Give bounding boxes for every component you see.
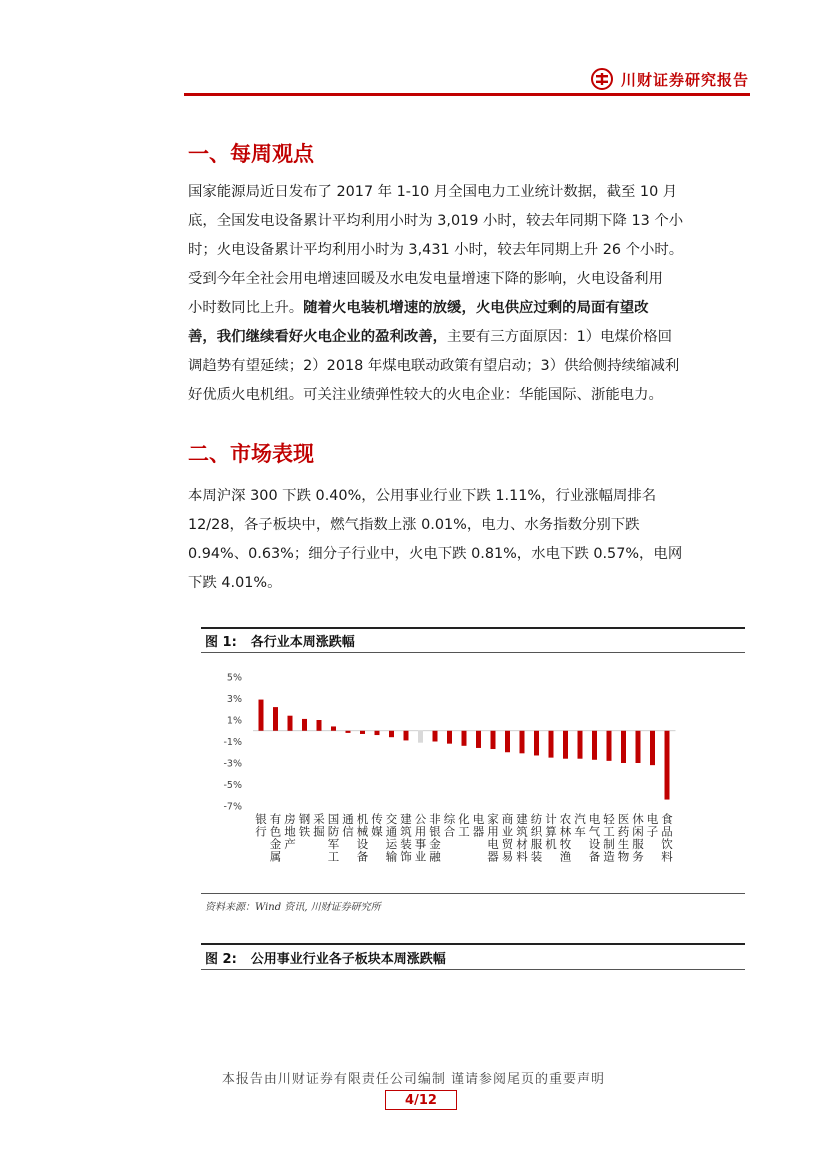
bar-28 [650, 731, 655, 765]
category-label: 计算机 [545, 812, 557, 851]
category-label: 国防军工 [327, 812, 340, 864]
category-label: 家用电器 [487, 812, 499, 864]
figure-2-top-rule [201, 943, 745, 945]
figure-2-label: 图 2: [205, 952, 237, 967]
bar-20 [534, 731, 539, 756]
y-tick-label: -1% [223, 737, 242, 748]
paragraph-line: 调趋势有望延续；2）2018 年煤电联动政策有望启动；3）供给侧持续缩减利 [188, 358, 680, 374]
bar-8 [360, 731, 365, 734]
category-label: 休闲服务 [632, 812, 644, 864]
category-label: 综合 [443, 812, 456, 839]
category-label: 建筑装饰 [400, 812, 412, 864]
category-label: 电子 [646, 812, 659, 839]
bar-16 [476, 731, 481, 748]
category-label: 食品饮料 [661, 812, 673, 864]
bar-7 [346, 731, 351, 733]
bar-23 [578, 731, 583, 759]
category-label: 公用事业 [414, 812, 427, 864]
paragraph-line: 好优质火电机组。可关注业绩弹性较大的火电企业：华能国际、浙能电力。 [188, 387, 663, 403]
category-label: 纺织服装 [530, 812, 543, 864]
brand-name: 川财证券研究报告 [620, 70, 749, 89]
paragraph-line [188, 323, 754, 352]
category-label: 汽车 [574, 812, 586, 839]
category-label: 电器 [472, 812, 485, 839]
category-label: 交通运输 [385, 812, 398, 864]
category-label: 农林牧渔 [559, 812, 572, 864]
category-label: 通信 [342, 812, 354, 839]
section-2-paragraph [188, 482, 754, 598]
header-brand [591, 66, 749, 92]
paragraph-line: 时；火电设备累计平均利用小时为 3,431 小时，较去年同期上升 26 个小时。 [188, 242, 684, 258]
bar-11 [404, 731, 409, 741]
category-label: 采掘 [313, 812, 325, 839]
bar-3 [288, 716, 293, 731]
bar-18 [505, 731, 510, 753]
y-tick-label: 3% [226, 694, 242, 705]
bar-4 [302, 719, 307, 731]
category-label: 银行 [255, 812, 267, 839]
figure-1-top-rule [201, 627, 745, 629]
bar-19 [520, 731, 525, 754]
figure-1-label: 图 1: [205, 635, 237, 650]
y-tick-label: 1% [226, 715, 242, 727]
bar-21 [549, 731, 554, 758]
paragraph-line: 本周沪深 300 下跌 0.40%，公用事业行业下跌 1.11%，行业涨幅周排名 [188, 488, 657, 504]
category-label: 轻工制造 [603, 812, 615, 864]
category-label: 建筑材料 [516, 812, 528, 864]
category-label: 有色金属 [269, 812, 282, 864]
paragraph-line: 底，全国发电设备累计平均利用小时为 3,019 小时，较去年同期下降 13 个小 [188, 213, 684, 229]
figure-1-caption: 各行业本周涨跌幅 [250, 635, 355, 650]
bar-13 [433, 731, 438, 742]
bar-1 [259, 700, 264, 731]
section-title-weekly-view: 一、每周观点 [188, 142, 314, 166]
section-1-paragraph [188, 178, 754, 410]
category-label: 化工 [458, 812, 470, 839]
figure-1-bottom-rule [201, 893, 745, 894]
category-label: 房地产 [284, 812, 296, 851]
bar-2 [273, 707, 278, 731]
bar-25 [607, 731, 612, 761]
bar-10 [389, 731, 394, 737]
figure-1-title [205, 631, 355, 650]
bar-26 [621, 731, 626, 763]
paragraph-line: 0.94%、0.63%；细分子行业中，火电下跌 0.81%，水电下跌 0.57%，电网 [188, 546, 683, 562]
bar-5 [317, 720, 322, 731]
bold-emphasis: 善，我们继续看好火电企业的盈利改善， [188, 329, 448, 345]
paragraph-line: 12/28，各子板块中，燃气指数上涨 0.01%，电力、水务指数分别下跌 [188, 517, 640, 533]
bar-27 [636, 731, 641, 763]
category-label: 商业贸易 [501, 812, 514, 864]
figure-1-title-rule [201, 652, 745, 653]
y-tick-label: 5% [226, 672, 242, 684]
y-tick-label: -3% [223, 758, 242, 770]
category-label: 电气设备 [588, 812, 601, 864]
category-label: 机械设备 [356, 812, 369, 864]
paragraph-line: 国家能源局近日发布了 2017 年 1-10 月全国电力工业统计数据，截至 10 月 [188, 184, 678, 200]
category-label: 医药生物 [617, 812, 630, 864]
figure-1-source: 资料来源：Wind 资讯, 川财证券研究所 [205, 902, 381, 913]
bar-12 [418, 731, 423, 743]
bar-14 [447, 731, 452, 744]
section-title-market-performance: 二、市场表现 [188, 442, 314, 466]
bar-22 [563, 731, 568, 759]
bar-9 [375, 731, 380, 735]
bar-29 [665, 731, 670, 800]
bold-emphasis: 随着火电装机增速的放缓，火电供应过剩的局面有望改 [303, 300, 649, 316]
footer-disclaimer: 本报告由川财证券有限责任公司编制 谨请参阅尾页的重要声明 [221, 1072, 606, 1087]
category-label: 传媒 [371, 812, 383, 839]
bank-logo-icon [591, 68, 613, 90]
paragraph-line [188, 294, 754, 323]
figure-2-title-rule [201, 969, 745, 970]
bar-24 [592, 731, 597, 760]
figure-2-title [205, 948, 446, 967]
text-run: 小时数同比上升。 [188, 300, 304, 316]
category-label: 非银金融 [429, 812, 441, 864]
y-tick-label: -5% [223, 780, 242, 791]
bar-6 [331, 726, 336, 730]
paragraph-line: 受到今年全社会用电增速回暖及水电发电量增速下降的影响，火电设备利用 [188, 271, 663, 287]
paragraph-line: 下跌 4.01%。 [188, 575, 282, 591]
figure-2-caption: 公用事业行业各子板块本周涨跌幅 [250, 952, 446, 967]
bar-15 [462, 731, 467, 746]
category-label: 钢铁 [298, 812, 311, 839]
header-rule [184, 93, 750, 96]
industry-weekly-change-chart [201, 660, 745, 892]
page-number: 4/12 [385, 1090, 457, 1110]
text-run: 主要有三方面原因：1）电煤价格回 [447, 329, 673, 345]
bar-17 [491, 731, 496, 749]
y-tick-label: -7% [223, 801, 242, 813]
